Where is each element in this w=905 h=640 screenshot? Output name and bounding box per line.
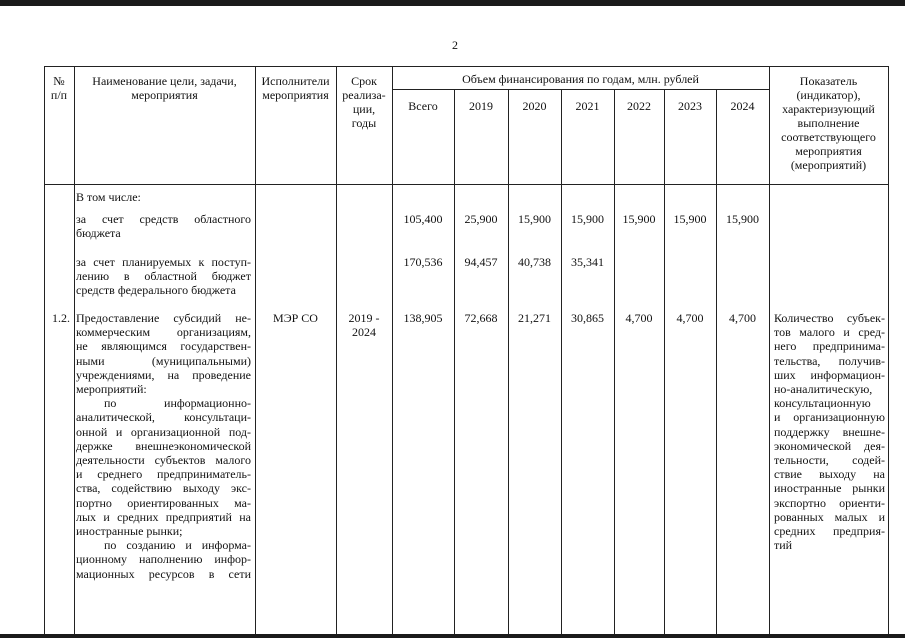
header-total: Всего	[408, 99, 438, 113]
grid-line	[392, 184, 393, 634]
header-finance: Объем финансирования по годам, млн. рублей	[462, 72, 699, 86]
item-2023: 4,700	[676, 311, 704, 325]
federal-2021: 35,341	[571, 255, 604, 269]
item-executor: МЭР СО	[273, 311, 318, 325]
in-total-label: В том числе:	[76, 190, 141, 204]
table-header	[44, 66, 888, 184]
header-executor: Исполнители мероприятия	[261, 74, 330, 102]
scan-border-top	[0, 0, 905, 6]
header-year-2023: 2023	[678, 99, 702, 113]
regional-2023: 15,900	[673, 212, 707, 226]
grid-line	[44, 184, 45, 634]
header-year-2024: 2024	[730, 99, 755, 113]
federal-2020: 40,738	[518, 255, 551, 269]
item-name: Предоставление субсидий не- коммерческим организациям, не являющимся государствен- ными (муниципальными) учреждениями, на проведение мероприятий: по информационно- аналитической, консультаци- онной и организационной под- держке внешнеэкономической деятельности субъектов малого и среднего предприниматель- ства, содействию выходу экс- портно ориентированных ма- лых и средних предприятий на иностранные рынки; по созданию и информа- ционному наполнению инфор- мационных ресурсов в сети	[76, 311, 251, 581]
header-indicator: Показатель (индикатор), характеризующий выполнение соответствующего мероприятия (мероприятий)	[781, 74, 876, 172]
item-2021: 30,865	[571, 311, 604, 325]
item-2019: 72,668	[464, 311, 498, 325]
federal-budget-label: за счет планируемых к поступ- лению в областной бюджет средств федерального бюджета	[76, 255, 251, 298]
scan-border-bottom	[0, 634, 905, 638]
grid-line	[336, 184, 337, 634]
grid-line	[888, 184, 889, 634]
grid-line	[508, 184, 509, 634]
header-year-2022: 2022	[627, 99, 651, 113]
header-bottom-line	[44, 184, 888, 185]
grid-line	[561, 184, 562, 634]
item-2022: 4,700	[625, 311, 653, 325]
regional-2024: 15,900	[726, 212, 759, 226]
regional-budget-label: за счет средств областного бюджета	[76, 212, 251, 241]
regional-2020: 15,900	[518, 212, 551, 226]
finance-subheader-line	[392, 89, 769, 90]
item-2020: 21,271	[518, 311, 551, 325]
header-top-line	[44, 66, 888, 67]
regional-total: 105,400	[403, 212, 443, 226]
item-total: 138,905	[403, 311, 443, 325]
regional-2022: 15,900	[622, 212, 656, 226]
grid-line	[255, 184, 256, 634]
item-indicator: Количество субъек- тов малого и сред- него предпринима- тельства, получив- ших информацион- но-аналитическую, консультационную и организационную поддержку внешне- экономической дея- тельности, содей- ствие выходу на иностранные рынки экспортно ориенти- рованных малых и средних предприя- тий	[774, 311, 885, 553]
grid-line	[614, 184, 615, 634]
header-year-2021: 2021	[575, 99, 600, 113]
page-number: 2	[452, 38, 458, 52]
grid-line	[769, 184, 770, 634]
grid-line	[664, 184, 665, 634]
item-2024: 4,700	[729, 311, 756, 325]
header-number: № п/п	[50, 74, 68, 102]
grid-line	[74, 184, 75, 634]
header-year-2020: 2020	[522, 99, 547, 113]
grid-line	[888, 66, 889, 184]
header-year-2019: 2019	[469, 99, 493, 113]
item-number: 1.2.	[52, 311, 70, 325]
federal-2019: 94,457	[464, 255, 498, 269]
regional-2019: 25,900	[464, 212, 498, 226]
regional-2021: 15,900	[571, 212, 604, 226]
item-term: 2019 - 2024	[348, 311, 380, 340]
federal-total: 170,536	[403, 255, 443, 269]
grid-line	[454, 184, 455, 634]
header-term: Срок реализа- ции, годы	[342, 74, 386, 130]
grid-line	[716, 184, 717, 634]
header-name: Наименование цели, задачи, мероприятия	[92, 74, 237, 102]
